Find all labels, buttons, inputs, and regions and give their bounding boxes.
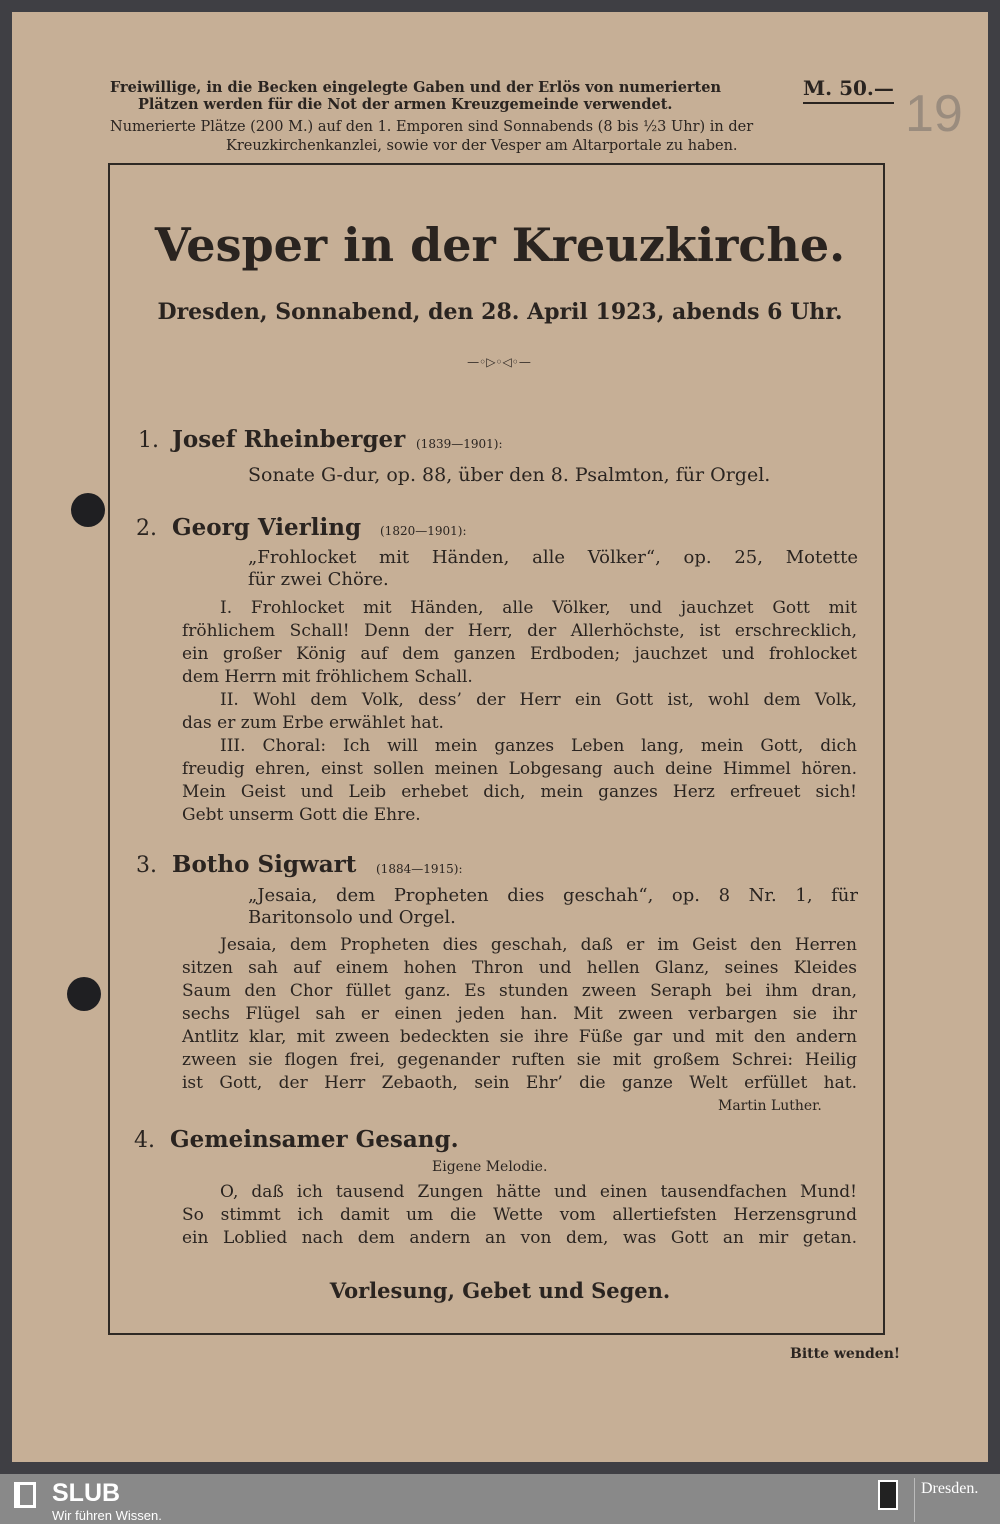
- composer-years: (1884—1915):: [376, 862, 463, 876]
- punch-hole: [71, 493, 105, 527]
- book-icon: [14, 1482, 36, 1508]
- item-number: 1.: [138, 428, 159, 453]
- item-number: 3.: [136, 853, 157, 878]
- slub-logo[interactable]: SLUB: [52, 1479, 121, 1507]
- composer-years: (1839—1901):: [416, 437, 503, 451]
- hymn-title: Gemeinsamer Gesang.: [170, 1126, 459, 1153]
- lyrics-line: dem Herrn mit fröhlichem Schall.: [182, 667, 473, 687]
- lyrics-line: freudig ehren, einst sollen meinen Lobgesang auch deine Himmel hören.: [182, 759, 857, 779]
- item-number: 2.: [136, 516, 157, 541]
- header-line: Plätzen werden für die Not der armen Kreuzgemeinde verwendet.: [138, 96, 673, 113]
- item-number: 4.: [134, 1128, 155, 1153]
- punch-hole: [67, 977, 101, 1011]
- lyrics-line: zween sie flogen frei, gegenander ruften sie mit großem Schrei: Heilig: [182, 1050, 857, 1070]
- melody-note: Eigene Melodie.: [432, 1159, 548, 1175]
- lyrics-line: sechs Flügel sah er einen jeden han. Mit zween verbargen sie ihr: [182, 1004, 857, 1024]
- lyricist: Martin Luther.: [718, 1098, 822, 1114]
- lyrics-line: ist Gott, der Herr Zebaoth, sein Ehr’ die ganze Welt erfüllet hat.: [182, 1073, 857, 1093]
- header-line: Freiwillige, in die Becken eingelegte Gaben und der Erlös von numerierten: [110, 79, 722, 96]
- work-title: „Frohlocket mit Händen, alle Völker“, op. 25, Motette: [248, 547, 858, 568]
- lyrics-line: das er zum Erbe erwählet hat.: [182, 713, 444, 733]
- lyrics-line: Saum den Chor füllet ganz. Es stunden zween Seraph bei ihm dran,: [182, 981, 857, 1001]
- price: M. 50.—: [803, 76, 894, 104]
- header-line: Kreuzkirchenkanzlei, sowie vor der Vesper am Altarportale zu haben.: [226, 138, 738, 154]
- slub-tagline: Wir führen Wissen.: [52, 1508, 162, 1523]
- lyrics-line: II. Wohl dem Volk, dess’ der Herr ein Gott ist, wohl dem Volk,: [220, 690, 857, 710]
- subtitle: Dresden, Sonnabend, den 28. April 1923, abends 6 Uhr.: [157, 299, 843, 325]
- lyrics-line: Mein Geist und Leib erhebet dich, mein ganzes Herz erfreuet sich!: [182, 782, 857, 802]
- lyrics-line: III. Choral: Ich will mein ganzes Leben lang, mein Gott, dich: [220, 736, 857, 756]
- lyrics-line: Antlitz klar, mit zween bedeckten sie ihre Füße gar und mit den andern: [182, 1027, 857, 1047]
- lyrics-line: I. Frohlocket mit Händen, alle Völker, und jauchzet Gott mit: [220, 598, 857, 618]
- turn-over-note: Bitte wenden!: [790, 1346, 901, 1362]
- footer-bar: [0, 1474, 1000, 1524]
- coat-of-arms-icon: [878, 1480, 898, 1510]
- dresden-logo[interactable]: Dresden.: [921, 1480, 979, 1497]
- lyrics-line: sitzen sah auf einem hohen Thron und hellen Glanz, seines Kleides: [182, 958, 857, 978]
- work-title: für zwei Chöre.: [248, 569, 389, 590]
- hymn-line: O, daß ich tausend Zungen hätte und einen tausendfachen Mund!: [220, 1182, 857, 1202]
- closing-line: Vorlesung, Gebet und Segen.: [329, 1278, 671, 1303]
- composer-years: (1820—1901):: [380, 524, 467, 538]
- work-title: Baritonsolo und Orgel.: [248, 907, 456, 928]
- hymn-line: So stimmt ich damit um die Wette vom allertiefsten Herzensgrund: [182, 1205, 857, 1225]
- ornament-divider: —◦▷◦◁◦—: [467, 355, 531, 369]
- header-line: Numerierte Plätze (200 M.) auf den 1. Emporen sind Sonnabends (8 bis ½3 Uhr) in der: [110, 119, 754, 135]
- handwritten-number: 19: [905, 85, 963, 143]
- lyrics-line: fröhlichem Schall! Denn der Herr, der Allerhöchste, ist erschrecklich,: [182, 621, 857, 641]
- lyrics-line: Jesaia, dem Propheten dies geschah, daß er im Geist den Herren: [220, 935, 857, 955]
- lyrics-line: Gebt unserm Gott die Ehre.: [182, 805, 421, 825]
- composer-name: Josef Rheinberger: [172, 426, 406, 453]
- lyrics-block: [182, 597, 857, 827]
- lyrics-block: [182, 934, 857, 1095]
- work-title: Sonate G-dur, op. 88, über den 8. Psalmton, für Orgel.: [248, 464, 771, 486]
- hymn-text: [182, 1181, 857, 1250]
- composer-name: Georg Vierling: [172, 514, 362, 541]
- composer-name: Botho Sigwart: [172, 851, 357, 878]
- work-title: „Jesaia, dem Propheten dies geschah“, op. 8 Nr. 1, für: [248, 885, 858, 906]
- hymn-line: ein Loblied nach dem andern an von dem, was Gott an mir getan.: [182, 1228, 857, 1248]
- page-title: Vesper in der Kreuzkirche.: [154, 218, 846, 272]
- divider: [914, 1478, 915, 1522]
- lyrics-line: ein großer König auf dem ganzen Erdboden; jauchzet und frohlocket: [182, 644, 857, 664]
